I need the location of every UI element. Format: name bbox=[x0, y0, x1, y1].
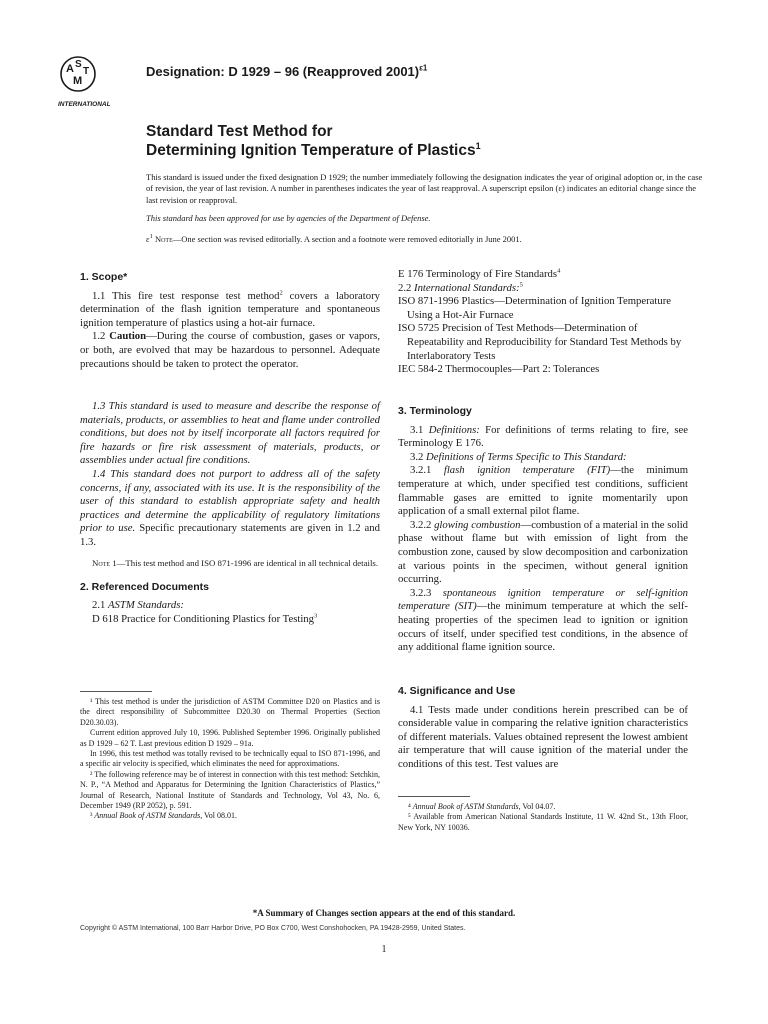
footnotes-right bbox=[398, 802, 688, 833]
para-4-1: 4.1 Tests made under conditions herein prescribed can be of considerable value in comparing the relative ignition characteristics of different materials. Values obtained represent the lowest ambient air temperature that will cause ignition of the material under the conditions of this test. Test values are bbox=[398, 703, 688, 770]
designation-text: Designation: D 1929 – 96 (Reapproved 2001) bbox=[146, 64, 420, 79]
epsilon-sup: 1 bbox=[149, 233, 153, 241]
referenced-standards-list bbox=[398, 268, 688, 377]
designation bbox=[146, 64, 427, 79]
logo-text: INTERNATIONAL bbox=[58, 101, 111, 108]
footnote-rule-left bbox=[80, 691, 152, 692]
significance-section bbox=[398, 685, 688, 772]
issuance-note: This standard is issued under the fixed designation D 1929; the number immediately following the designation indicates the year of original adoption or, in the case of revision, the year of last revision. A number in parentheses indicates the year of last reapproval. A superscript epsilon (ε) indicates an editorial change since the last revision or reapproval. bbox=[146, 172, 703, 205]
svg-text:M: M bbox=[73, 75, 83, 87]
page-number: 1 bbox=[381, 944, 387, 955]
footnote-3: ³ Annual Book of ASTM Standards, Vol 08.01. bbox=[90, 811, 238, 821]
significance-heading: 4. Significance and Use bbox=[398, 685, 516, 697]
para-3-2: 3.2 Definitions of Terms Specific to This Standard: bbox=[410, 450, 627, 463]
scope-section bbox=[80, 271, 380, 371]
astm-logo bbox=[56, 52, 142, 110]
para-2-1: 2.1 ASTM Standards: bbox=[92, 599, 184, 612]
note-label: Note bbox=[154, 234, 173, 244]
para-3-2-1: 3.2.1 flash ignition temperature (FIT)—the minimum temperature at which, under specified test conditions, sufficient flammable gases are emitted to ignite momentarily upon application of a small external pilot flame. bbox=[398, 464, 689, 518]
scope-heading: 1. Scope* bbox=[80, 271, 128, 283]
ref-iso5725: ISO 5725 Precision of Test Methods—Determination of Repeatability and Reproducibility for Standard Test Methods by Interlaboratory Tests bbox=[398, 322, 682, 362]
para-1-4: 1.4 This standard does not purport to address all of the safety concerns, if any, associated with its use. It is the responsibility of the user of this standard to establish appropriate safety and health practices and determine the applicability of regulatory limitations prior to use. Specific precautionary statements are given in 1.2 and 1.3. bbox=[80, 467, 380, 548]
terminology-section bbox=[398, 405, 688, 655]
epsilon-note bbox=[146, 234, 706, 245]
dod-approval-note: This standard has been approved for use by agencies of the Department of Defense. bbox=[146, 213, 431, 223]
copyright: Copyright © ASTM International, 100 Barr Harbor Drive, PO Box C700, West Conshohocken, PA 19428-2959, United States. bbox=[80, 925, 466, 932]
footnote-1: ¹ This test method is under the jurisdiction of ASTM Committee D20 on Plastics and is the direct responsibility of Subcommittee D20.30 on Thermal Properties (Section D20.30.03). bbox=[80, 697, 380, 727]
footnote-5: ⁵ Available from American National Standards Institute, 11 W. 42nd St., 13th Floor, New York, NY 10036. bbox=[398, 812, 688, 832]
note-1: Note 1—This test method and ISO 871-1996 are identical in all technical details. bbox=[92, 557, 379, 568]
footnotes-left bbox=[80, 697, 380, 822]
para-3-1: 3.1 Definitions: For definitions of terms relating to fire, see Terminology E 176. bbox=[398, 423, 689, 450]
svg-text:S: S bbox=[75, 59, 82, 70]
epsilon-note-text: —One section was revised editorially. A section and a footnote were removed editorially in June 2001. bbox=[172, 234, 522, 244]
title-line-1: Standard Test Method for bbox=[146, 123, 333, 140]
para-1-2: 1.2 Caution—During the course of combustion, gases or vapors, or both, are evolved that may be hazardous to personnel. Adequate precautions should be taken to protect the operator. bbox=[80, 330, 380, 370]
title-line-2: Determining Ignition Temperature of Plastics bbox=[146, 142, 476, 159]
refdocs-heading: 2. Referenced Documents bbox=[80, 580, 209, 593]
footnote-1-revision: In 1996, this test method was totally revised to be technically equal to ISO 871-1996, and a specific air velocity is specified, which eliminates the need for approximations. bbox=[80, 749, 380, 769]
ref-e176: E 176 Terminology of Fire Standards$^4$ bbox=[398, 267, 561, 280]
para-2-2: 2.2 International Standards:$^5$ bbox=[398, 281, 523, 294]
svg-text:A: A bbox=[66, 63, 74, 75]
para-1-1: 1.1 This fire test response test method$^2$ covers a laboratory determination of the flash ignition temperature and spontaneous ignition temperature of plastics using a hot-air furnace. bbox=[80, 289, 380, 329]
para-3-2-3: 3.2.3 spontaneous ignition temperature or self-ignition temperature (SIT)—the minimum temperature at which the self-heating properties of the specimen lead to ignition or ignition occurs of itself, under specified test conditions, in the absence of any additional flame ignition source. bbox=[398, 586, 689, 654]
summary-of-changes-note: *A Summary of Changes section appears at the end of this standard. bbox=[252, 908, 516, 918]
svg-text:T: T bbox=[83, 66, 90, 77]
footnote-1-edition: Current edition approved July 10, 1996. Published September 1996. Originally published as D 1929 – 62 T. Last previous edition D 1929 – 91a. bbox=[80, 728, 380, 748]
footnote-4: ⁴ Annual Book of ASTM Standards, Vol 04.07. bbox=[408, 802, 556, 811]
designation-sup: ε1 bbox=[419, 63, 428, 73]
scope-continued bbox=[80, 400, 380, 627]
para-1-3: 1.3 This standard is used to measure and describe the response of materials, products, or assemblies to heat and flame under controlled conditions, but does not by itself incorporate all factors required for fire hazards or fire risk assessment of materials, products, or assemblies under actual fire conditions. bbox=[80, 400, 380, 467]
ref-d618: D 618 Practice for Conditioning Plastics for Testing$^3$ bbox=[92, 612, 318, 625]
ref-iec584: IEC 584-2 Thermocouples—Part 2: Tolerances bbox=[398, 363, 600, 376]
footnote-rule-right bbox=[398, 796, 470, 797]
terminology-heading: 3. Terminology bbox=[398, 405, 472, 417]
para-3-2-2: 3.2.2 glowing combustion—combustion of a material in the solid phase without flame but with emission of light from the combustion zone, caused by slow decomposition and carbonization at various points in the specimen, without general ignition occurring. bbox=[398, 518, 689, 586]
epsilon-symbol: ε bbox=[146, 234, 150, 244]
title-footnote-ref: 1 bbox=[475, 140, 481, 151]
ref-iso871: ISO 871-1996 Plastics—Determination of Ignition Temperature Using a Hot-Air Furnace bbox=[398, 295, 672, 321]
footnote-2: ² The following reference may be of interest in connection with this test method: Setchkin, N. P., “A Method and Apparatus for Determining the Ignition Characteristics of Plastics,” Journal of Research, National Institute of Standards and Technology, Vol 43, No. 6, December 1949 (RP 2052), p. 591. bbox=[80, 769, 380, 811]
document-title bbox=[146, 122, 481, 160]
